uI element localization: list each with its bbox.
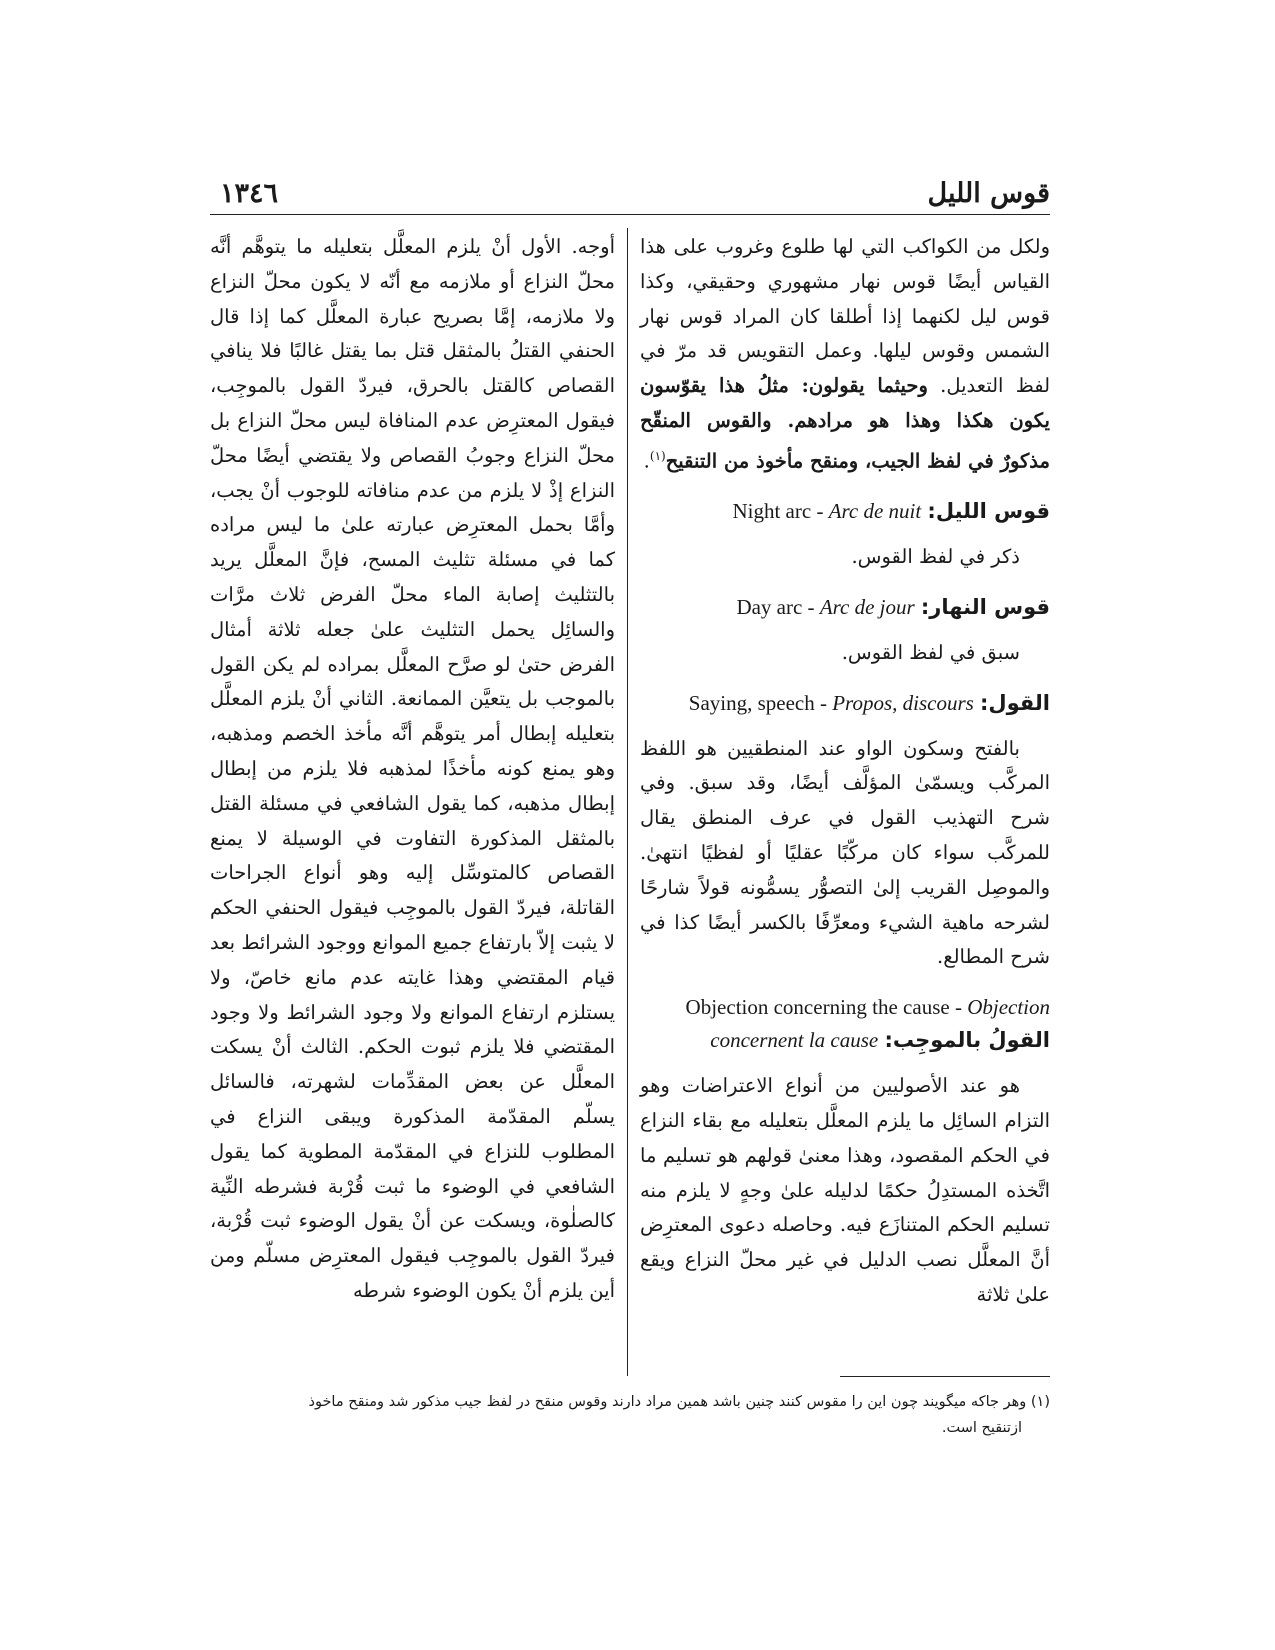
footnote-rule bbox=[840, 1376, 1050, 1377]
entry-headword bbox=[640, 591, 1050, 624]
entry-body: هو عند الأصوليين من أنواع الاعتراضات وهو التزام السائِل ما يلزم المعلَّل بتعليله مع بقاء النزاع في الحكم المقصود، وهذا معنىٰ قولهم هو تسليم ما اتَّخذه المستدِلُ حكمًا لدليله علىٰ وجهٍ لا يلزم منه تسليم الحكم المتنازَع فيه. وحاصله دعوى المعترِض أنَّ المعلَّل نصب الدليل في غير محلّ النزاع ويقع علىٰ ثلاثة bbox=[640, 1074, 1050, 1307]
entry-french: Propos, discours bbox=[832, 690, 974, 715]
column-divider bbox=[627, 228, 628, 1376]
entry-french: Objection concernent la cause bbox=[710, 995, 1050, 1053]
page-header bbox=[210, 178, 1050, 214]
entry-french: Arc de jour bbox=[819, 594, 915, 619]
entry-body: ذكر في لفظ القوس. bbox=[851, 545, 1020, 569]
entry-english: Night arc - bbox=[732, 499, 829, 524]
entry-english: Day arc - bbox=[736, 594, 820, 619]
continued-paragraph: أوجه. الأول أنْ يلزم المعلَّل بتعليله ما يتوهَّم أنَّه محلّ النزاع أو ملازمه مع أنّه لا يكون محلّ النزاع ولا ملازمه، إمَّا بصريح عبارة المعلَّل كما إذا قال الحنفي القتلُ بالمثقل قتل بما يقتل غالبًا فلا ينافي القصاص كالقتل بالحرق، فيردّ القول بالموجِب، فيقول المعترِض عدم المنافاة ليس محلّ النزاع بل محلّ النزاع وجوبُ القصاص ولا يقتضي أيضًا محلّ النزاع إذْ لا يلزم من عدم منافاته للوجوب أنْ يجب، وأمَّا بحمل المعترِض عبارته علىٰ ما ليس مراده كما في مسئلة تثليث المسح، فإنَّ المعلَّل يريد بالتثليث إصابة الماء محلّ الفرض ثلاث مرَّات والسائِل يحمل التثليث علىٰ جعله ثلاثة أمثال الفرض حتىٰ لو صرَّح المعلَّل بمراده لم يكن القول بالموجب بل يتعيَّن الممانعة. الثاني أنْ يلزم المعلَّل بتعليله إبطال أمر يتوهَّم أنَّه مأخذ الخصم ومذهبه، وهو يمنع كونه مأخذًا لمذهبه فلا يلزم من إبطال إبطال مذهبه، كما يقول الشافعي في مسئلة القتل بالمثقل المذكورة التفاوت في الوسيلة لا يمنع القصاص كالمتوسِّل إليه وهو أنواع الجراحات القاتلة، فيردّ القول بالموجِب فيقول الحنفي الحكم لا يثبت إلاّ بارتفاع جميع الموانع ووجود الشرائط بعد قيام المقتضي وهذا غايته عدم مانع خاصّ، ولا يستلزم ارتفاع الموانع ولا وجود الشرائط ولا وجود المقتضي فلا يلزم ثبوت الحكم. الثالث أنْ يسكت المعلَّل عن بعض المقدِّمات لشهرته، فالسائل يسلّم المقدّمة المذكورة ويبقى النزاع في المطلوب للنزاع في المقدّمة المطوية كما يقول الشافعي في الوضوء ما ثبت قُرْبة فشرطه النِّية كالصلٰوة، ويسكت عن أنْ يقول الوضوء ثبت قُرْبة، فيردّ القول بالموجِب فيقول المعترِض مسلّم ومن أين يلزم أنْ يكون الوضوء شرطه bbox=[210, 235, 615, 1302]
entry-body: بالفتح وسكون الواو عند المنطقيين هو اللفظ المركَّب ويسمّىٰ المؤلَّف أيضًا، وقد سبق. وفي شرح التهذيب القول في عرف المنطق يقال للمركَّب سواء كان مركّبًا عقليًا أو لفظيًا انتهىٰ. والموصِل القريب إلىٰ التصوُّر يسمُّونه قولاً شارحًا لشرحه ماهية الشيء ومعرِّفًا بالكسر أيضًا كذا في شرح المطالع. bbox=[640, 736, 1050, 969]
entry-headword bbox=[640, 495, 1050, 528]
entry-arabic-head: القولُ بالموجِب: bbox=[884, 1028, 1050, 1053]
intro-line: قوس نهار الشمس وقوس ليلها. وعمل التقويس bbox=[640, 304, 1050, 363]
entry-arabic-head: قوس الليل: bbox=[927, 499, 1050, 524]
running-head-title: قوس الليل bbox=[927, 178, 1050, 209]
left-column bbox=[210, 230, 615, 1309]
intro-line: ولكل من الكواكب التي لها طلوع وغروب على bbox=[673, 235, 1051, 258]
header-rule bbox=[210, 214, 1050, 215]
entry-body: سبق في لفظ القوس. bbox=[841, 640, 1020, 664]
footnote-text: وهر جاكه ميگويند چون اين را مقوس كنند چنين باشد همين مراد دارند وقوس منقح در لفظ جيب مذكور شد ومنقح ماخوذ bbox=[308, 1394, 1027, 1410]
footnote-number: (١) bbox=[1030, 1394, 1050, 1410]
entry-french: Arc de nuit bbox=[828, 499, 922, 524]
intro-line: قد مرّ في لفظ التعديل. bbox=[640, 339, 1051, 398]
footnote-marker: (١) bbox=[649, 448, 666, 463]
footnote bbox=[210, 1389, 1050, 1441]
intro-paragraph bbox=[640, 230, 1050, 479]
intro-line: هذا القياس أيضًا قوس نهار مشهوري وحقيقي، bbox=[640, 235, 1051, 293]
intro-bold-text: وحيثما يقولون: مثلُ هذا يقوّسون يكون هكذا وهذا هو مرادهم. والقوس المنقّح مذكورٌ في لفظ الجيب، ومنقح مأخوذ من التنقيح bbox=[640, 374, 1050, 473]
page-number: ١٣٤٦ bbox=[220, 178, 279, 209]
entry-english: Saying, speech - bbox=[688, 690, 833, 715]
footnote-line bbox=[210, 1389, 1050, 1415]
right-column bbox=[640, 230, 1050, 1313]
footnote-continuation: ازتنقيح است. bbox=[941, 1420, 1022, 1436]
entry-headword bbox=[640, 991, 1050, 1057]
entry-english: Objection concerning the cause - bbox=[685, 995, 968, 1020]
entry-arabic-head: قوس النهار: bbox=[920, 594, 1050, 619]
entry-arabic-head: القول: bbox=[980, 690, 1050, 715]
intro-period: . bbox=[643, 449, 650, 473]
entry-headword bbox=[640, 687, 1050, 720]
intro-line: وكذا قوس ليل لكنهما إذا أطلقا كان المراد bbox=[640, 269, 1051, 328]
